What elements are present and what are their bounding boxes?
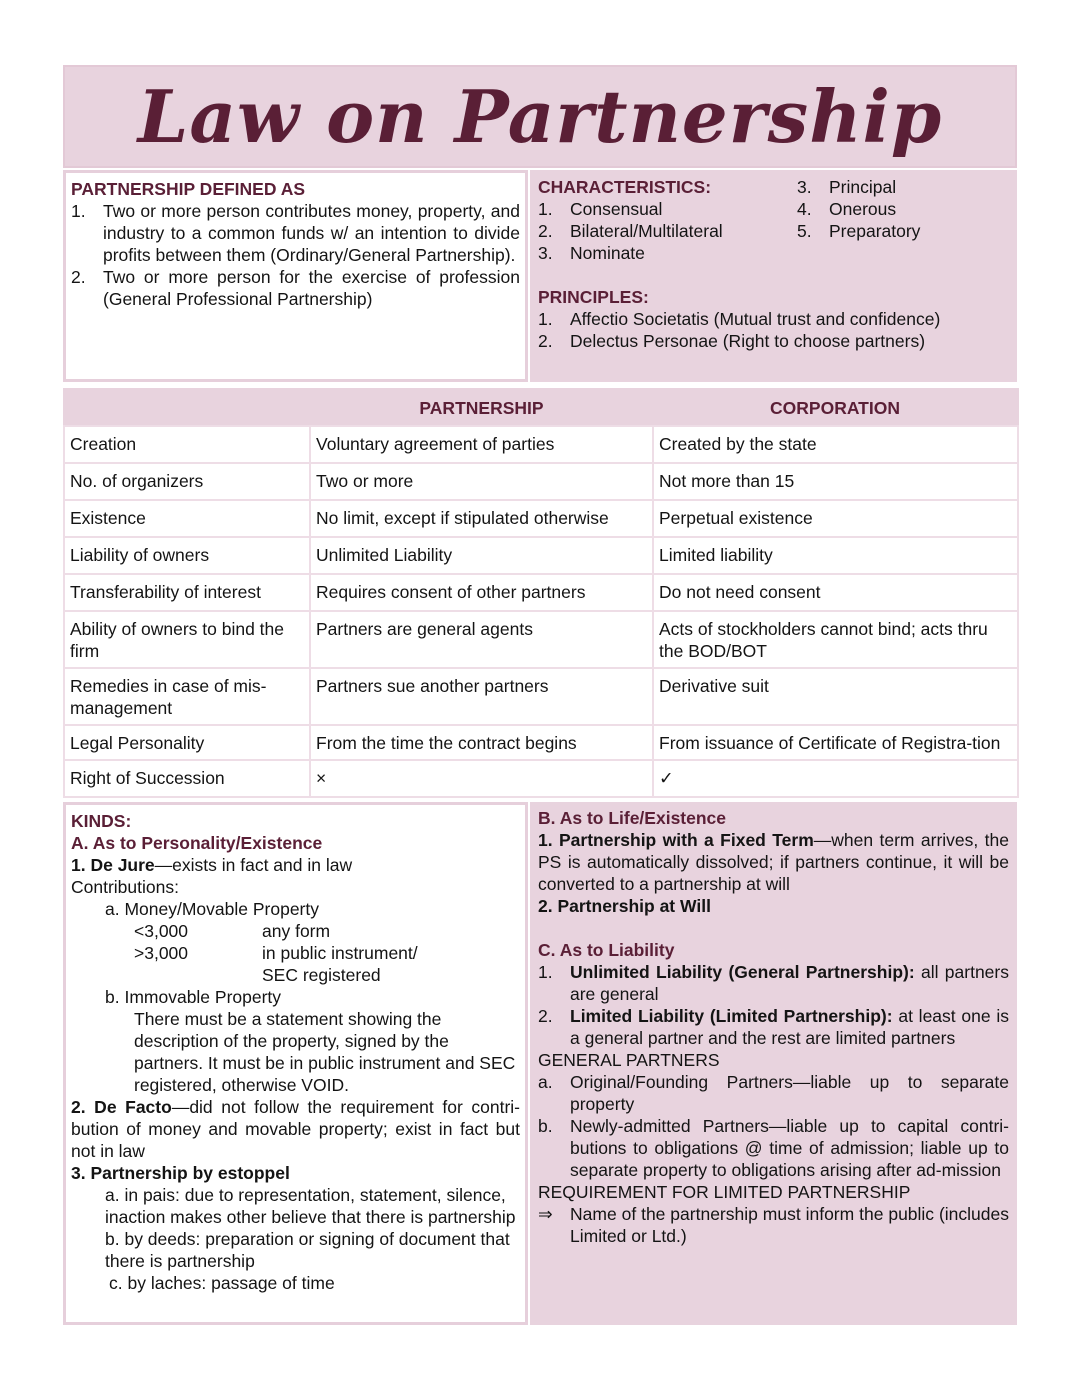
check-mark: ✓ (653, 760, 1018, 797)
title-banner (63, 65, 1017, 168)
top-row (63, 170, 1017, 382)
table-row: Liability of owners Unlimited Liability Limited liability (64, 537, 1018, 574)
comparison-table (63, 388, 1019, 798)
table-row: Legal Personality From the time the contract begins From issuance of Certificate of Registra-tion (64, 725, 1018, 760)
gp-item: a. Original/Founding Partners—liable up to separate property (538, 1072, 1009, 1114)
general-partners-heading: GENERAL PARTNERS (538, 1050, 720, 1070)
partnership-defined-box (63, 170, 528, 382)
immovable-label: b. Immovable Property (105, 987, 282, 1007)
list-item: 3. Nominate (538, 243, 645, 263)
liability-item: 2. Limited Liability (Limited Partnership): at least one is a general partner and the rest are limited partners (538, 1006, 1009, 1048)
life-sub-c: C. As to Liability (538, 940, 675, 960)
bottom-row (63, 802, 1017, 1325)
requirement-heading: REQUIREMENT FOR LIMITED PARTNERSHIP (538, 1182, 911, 1202)
amount-row: <3,000 any form (134, 921, 331, 941)
kinds-heading: KINDS: (71, 811, 132, 831)
characteristics-heading: CHARACTERISTICS: (538, 177, 712, 197)
requirement-item: ⇒ Name of the partnership must inform the public (includes Limited or Ltd.) (538, 1204, 1009, 1246)
estoppel-item: b. by deeds: preparation or signing of document that there is partnership (105, 1229, 510, 1271)
de-facto: 2. De Facto—did not follow the requirement for contri-bution of money and movable property; exist in fact but not in law (71, 1097, 520, 1161)
table-row: Ability of owners to bind the firm Partners are general agents Acts of stockholders cannot bind; acts thru the BOD/BOT (64, 611, 1018, 668)
list-item: 2. Bilateral/Multilateral (538, 221, 723, 241)
characteristics-principles-box (530, 170, 1017, 382)
table-row: Remedies in case of mis-management Partners sue another partners Derivative suit (64, 668, 1018, 725)
table-row: No. of organizers Two or more Not more than 15 (64, 463, 1018, 500)
list-item: 3. Principal (797, 177, 897, 197)
cross-mark: × (310, 760, 653, 797)
at-will: 2. Partnership at Will (538, 896, 711, 916)
estoppel-label: 3. Partnership by estoppel (71, 1163, 290, 1183)
table-row: Creation Voluntary agreement of parties Created by the state (64, 426, 1018, 463)
page (63, 65, 1017, 1325)
list-item: 5. Preparatory (797, 221, 921, 241)
list-item: 1. Two or more person contributes money, property, and industry to a common funds w/ an intention to divide profits between them (Ordinary/General Partnership). (71, 201, 520, 265)
principles-list (538, 308, 1009, 352)
estoppel-item: c. by laches: passage of time (109, 1273, 335, 1293)
header-corporation: CORPORATION (653, 389, 1018, 426)
header-blank (64, 389, 310, 426)
characteristics-col1 (538, 198, 797, 264)
characteristics-col2 (797, 176, 1009, 264)
liability-item: 1. Unlimited Liability (General Partnership): all partners are general (538, 962, 1009, 1004)
arrow-icon: ⇒ (538, 1204, 553, 1224)
list-item: 2. Delectus Personae (Right to choose partners) (538, 331, 926, 351)
estoppel-item: a. in pais: due to representation, statement, silence, inaction makes other believe that there is partnership (105, 1185, 516, 1227)
amount-row: >3,000 in public instrument/ (134, 943, 418, 963)
table-header-row (64, 389, 1018, 426)
life-sub-b: B. As to Life/Existence (538, 808, 727, 828)
gp-item: b. Newly-admitted Partners—liable up to capital contri-butions to obligations @ time of admission; liable up to separate property to obligations arising after ad-mission (538, 1116, 1009, 1180)
table-row: Right of Succession × ✓ (64, 760, 1018, 797)
money-label: a. Money/Movable Property (105, 899, 319, 919)
header-partnership: PARTNERSHIP (310, 389, 653, 426)
fixed-term: 1. Partnership with a Fixed Term—when term arrives, the PS is automatically dissolved; if partners continue, it will be converted to a partnership at will (538, 830, 1009, 894)
defined-heading: PARTNERSHIP DEFINED AS (71, 179, 306, 199)
defined-list (71, 200, 520, 310)
contributions-label: Contributions: (71, 877, 179, 897)
list-item: 1. Consensual (538, 199, 663, 219)
amount-row: SEC registered (262, 965, 381, 985)
life-liability-box (530, 802, 1017, 1325)
kinds-box (63, 802, 528, 1325)
page-title: Law on Partnership (137, 74, 943, 159)
table-row: Existence No limit, except if stipulated otherwise Perpetual existence (64, 500, 1018, 537)
de-jure: 1. De Jure—exists in fact and in law (71, 855, 353, 875)
list-item: 4. Onerous (797, 199, 897, 219)
immovable-text: There must be a statement showing the description of the property, signed by the partners. It must be in public instrument and SEC registered, otherwise VOID. (134, 1009, 516, 1095)
principles-heading: PRINCIPLES: (538, 287, 649, 307)
table-row: Transferability of interest Requires consent of other partners Do not need consent (64, 574, 1018, 611)
list-item: 2. Two or more person for the exercise of profession (General Professional Partnership) (71, 267, 520, 309)
kinds-sub-a: A. As to Personality/Existence (71, 833, 323, 853)
list-item: 1. Affectio Societatis (Mutual trust and confidence) (538, 309, 941, 329)
